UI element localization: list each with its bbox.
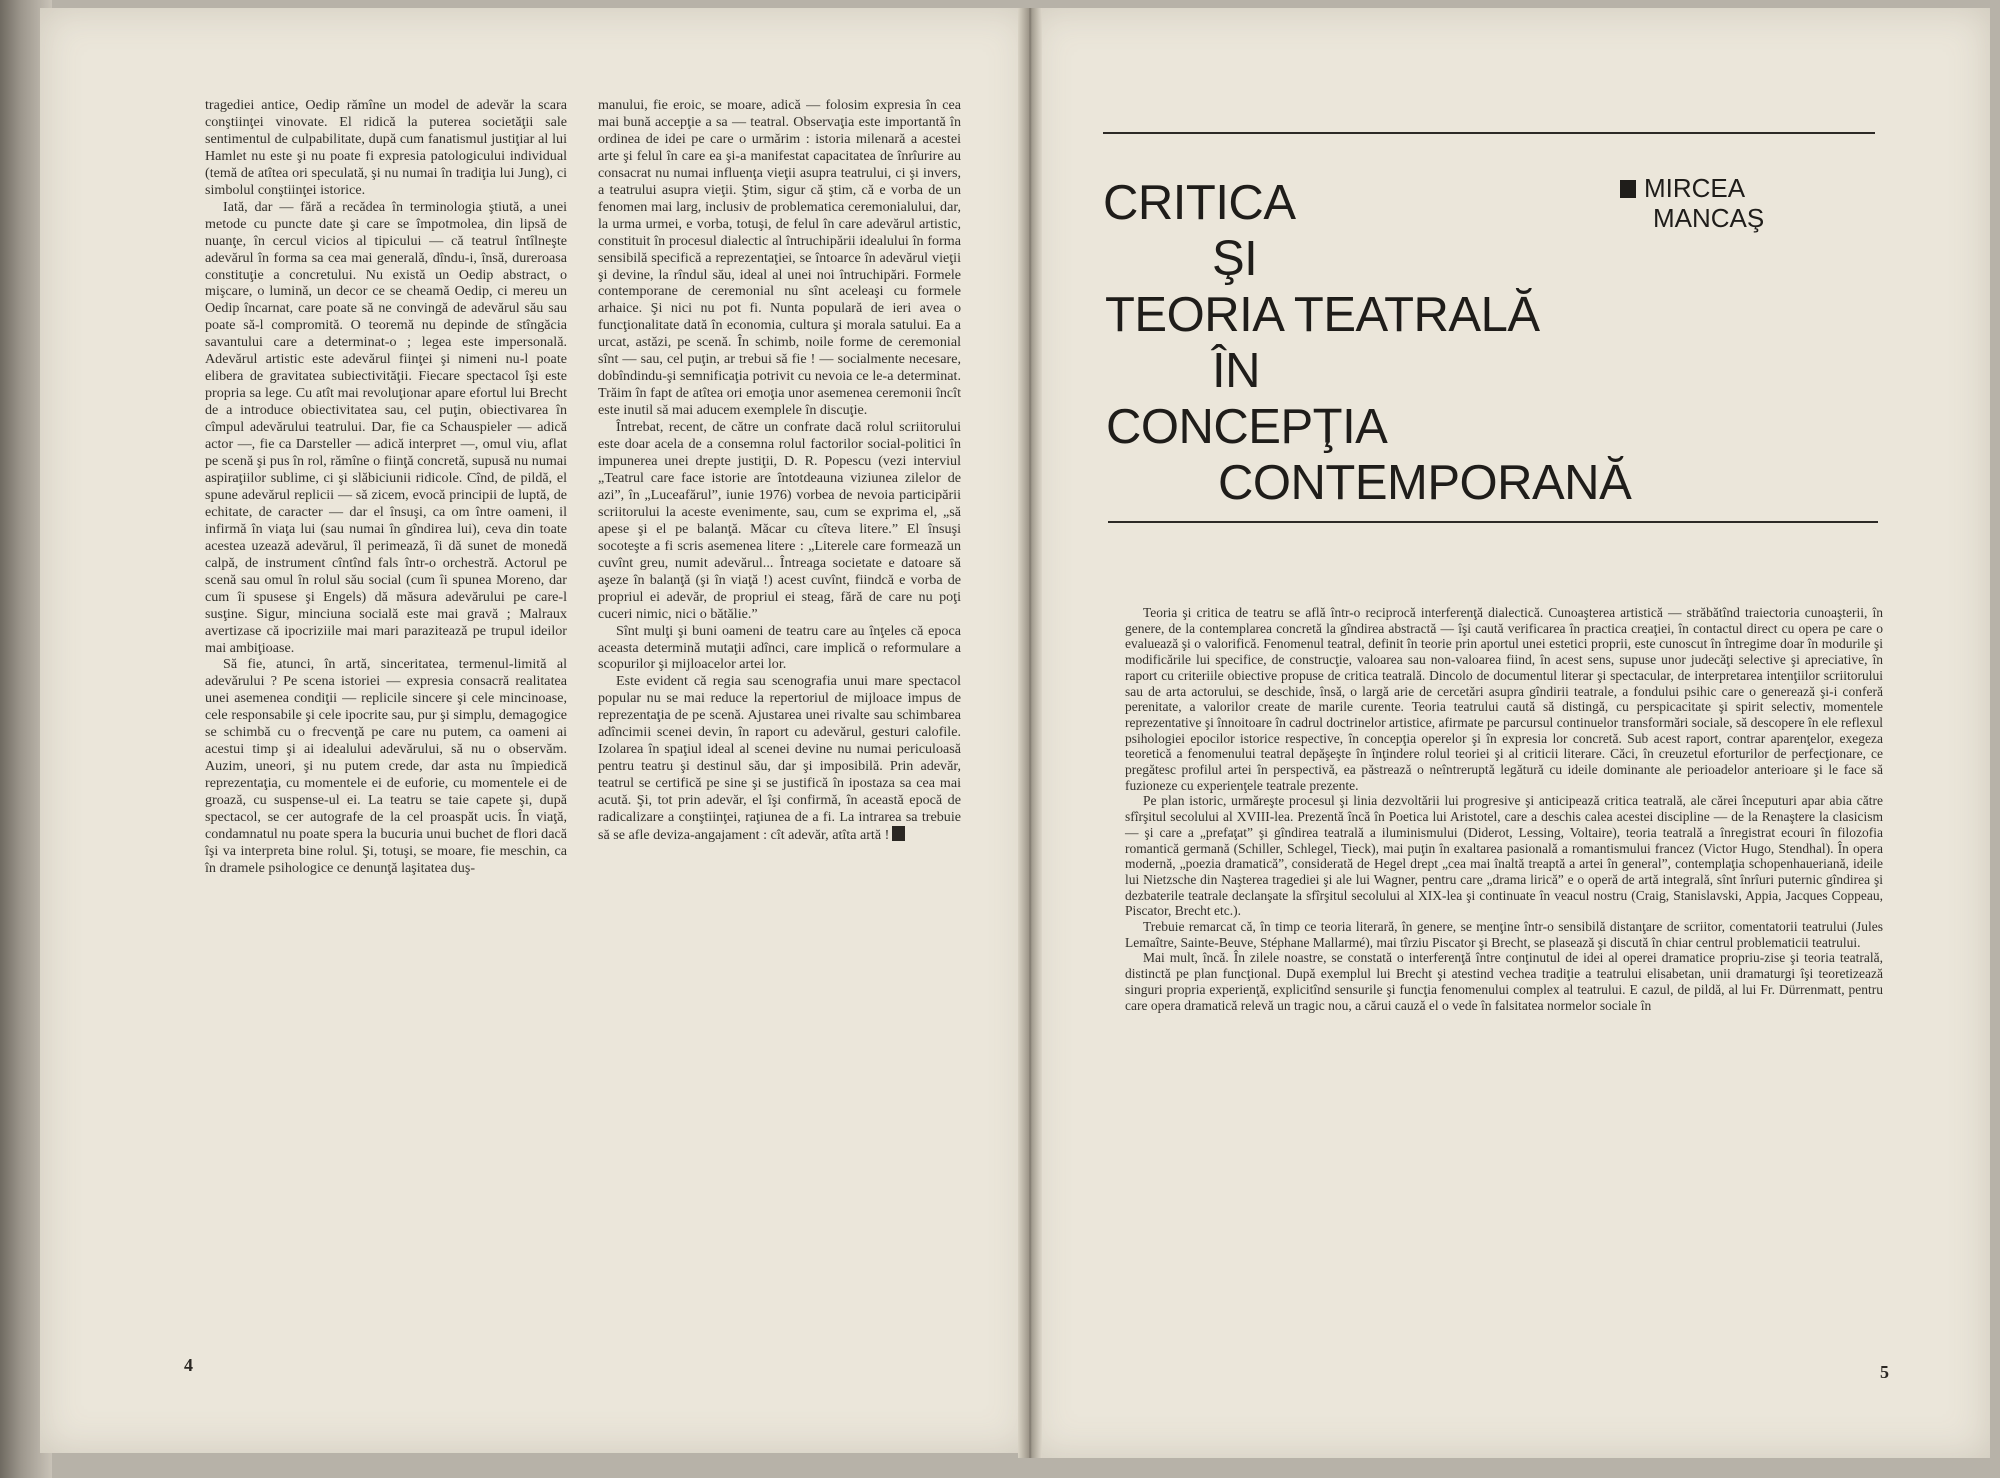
paragraph: Să fie, atunci, în artă, sinceritatea, termenul-limită al adevărului ? Pe scena istoriei — expresia consacră realitatea unei asemenea condiţii — replicile sincere şi cele mincinoase, cele responsabile şi cele ipocrite sau, pur şi simplu, demagogice se schimbă cu o frecvenţă pe care nu putem, ca oameni ai acestui timp şi ai idealului adevărului, să nu o observăm. Auzim, uneori, şi nu putem crede, dar asta nu împiedică reprezentaţia, cu momentele ei de euforie, cu momentele ei de groază, cu suspense-ul ei. La teatru se taie capete şi, după spectacol, se cer autografe de la cel proaspăt ucis. În viaţă, condamnatul nu poate spera la bucuria unui buchet de flori dacă îşi va interpreta bine rolul. Şi, totuşi, se moare, fie meschin, ca în dramele psihologice ce denunţă laşitatea duş- xyxy=(205,656,567,876)
title-top-rule xyxy=(1103,132,1875,134)
article-title xyxy=(1103,175,1663,511)
title-bottom-rule xyxy=(1108,521,1878,523)
title-line: ÎN xyxy=(1212,344,1260,398)
author-line xyxy=(1620,173,1764,203)
page-number-right: 5 xyxy=(1880,1362,1889,1382)
square-bullet-icon xyxy=(1620,180,1636,198)
author-first-name: MIRCEA xyxy=(1644,173,1746,203)
right-body-text xyxy=(1125,605,1883,1013)
author-name xyxy=(1620,173,1764,233)
paragraph: Trebuie remarcat că, în timp ce teoria literară, în genere, se menţine într-o sensibilă distanţare de scriitor, comentatorii teatrului (Jules Lemaître, Sainte-Beuve, Stéphane Mallarmé), mai tîrziu Piscator şi Brecht, se plasează şi discută în chiar centrul problematicii teatrului. xyxy=(1125,919,1883,950)
author-last-name: MANCAŞ xyxy=(1653,203,1765,233)
paragraph: Întrebat, recent, de către un confrate dacă rolul scriitorului este doar acela de a consemna rolul factorilor social-politici în impunerea unei drepte justiţii, D. R. Popescu (vezi interviul „Teatrul care face istorie are întotdeauna viziunea zilelor de azi”, în „Luceafărul”, iunie 1976) vorbea de nevoia participării scriitorului la aceste evenimente, sau, cum se exprima el, „să apese şi el pe balanţă. Măcar cu cîteva litere.” El însuşi socoteşte a fi scris asemenea litere : „Literele care formează un cuvînt greu, numit adevărul... Întreaga societate e datoare să aşeze în balanţă (şi în viaţă !) acest cuvînt, fiindcă e vorba de propriul ei adevăr, de propriul ei steag, fără de care nu poţi cuceri nimic, nici o bătălie.” xyxy=(598,419,961,622)
paragraph: Sînt mulţi şi buni oameni de teatru care au înţeles că epoca aceasta determină mutaţii adînci, care implică o reformulare a scopurilor şi mijloacelor artei lor. xyxy=(598,622,961,673)
end-mark-icon xyxy=(892,826,905,841)
title-line: CRITICA xyxy=(1103,176,1296,230)
paragraph: tragediei antice, Oedip rămîne un model de adevăr la scara conştiinţei vinovate. El ridică la puterea societăţii sale sentimentul de culpabilitate, după cum fanatismul justiţiar al lui Hamlet nu este şi nu poate fi expresia patologicului individual (temă de atîtea ori speculată, şi nu numai în tradiţia lui Jung), ci simbolul conştiinţei istorice. xyxy=(205,97,567,198)
title-line: CONCEPŢIA xyxy=(1106,400,1388,454)
title-line: TEORIA TEATRALĂ xyxy=(1105,288,1540,342)
page-number-left: 4 xyxy=(184,1355,193,1375)
paragraph-text: Este evident că regia sau scenografia unui mare spectacol popular nu se mai reduce la repertoriul de mijloace impus de reprezentaţia de pe scenă. Ajustarea unei rivalte sau schimbarea adîncimii scenei devin, în raport cu adevărul, gesturi calofile. Izolarea în spaţiul ideal al scenei devine nu numai periculoasă pentru teatru şi destinul său, dar şi imposibilă. Prin adevăr, teatrul se certifică pe sine şi se justifică în ipostaza sa cea mai acută. Şi, tot prin adevăr, el îşi confirmă, în această epocă de radicalizare a conştiinţei, raţiunea de a fi. La intrarea sa trebuie să se afle deviza-angajament : cît adevăr, atîta artă ! xyxy=(598,673,961,843)
left-column-1 xyxy=(205,97,567,877)
page-gutter xyxy=(1018,8,1042,1458)
paragraph: Mai mult, încă. În zilele noastre, se constată o interferenţă între conţinutul de idei al operei dramatice propriu-zise şi teoria teatrală, distinctă pe plan funcţional. După exemplul lui Brecht şi atestind vechea tradiţie a teatrului elisabetan, unii dramaturgi îşi teoretizează singuri propria experienţă, explicitînd sensurile şi funcţia fenomenului complex al teatrului. E cazul, de pildă, al lui Fr. Dürrenmatt, pentru care opera dramatică relevă un tragic nou, a cărui cauză el o vede în falsitatea normelor sociale în xyxy=(1125,950,1883,1013)
paragraph: Iată, dar — fără a recădea în terminologia ştiută, a unei metode cu puncte date şi care se împotmolea, din lipsă de nuanţe, în cercul vicios al tipicului — că teatrul întîlneşte adevărul în forma sa cea mai generală, dîndu-i, însă, dureroasa constituţie a concretului. Nu există un Oedip abstract, o mişcare, o lumină, un decor ce se cheamă Oedip, ci mereu un Oedip încarnat, care poate să ne convingă de adevărul său sau poate să-l compromită. O teoremă nu depinde de stîngăcia savantului care a determinat-o ; legea este impersonală. Adevărul artistic este adevărul fiinţei şi nimeni nu-l poate elibera de gravitatea subiectivităţii. Fiecare spectacol îşi este propria sa lege. Cu atît mai revoluţionar apare efortul lui Brecht de a introduce obiectivitatea sau, cel puţin, obiectivarea în cîmpul adevărului teatrului. Dar, fie ca Schauspieler — adică actor —, fie ca Darsteller — adică interpret —, omul viu, aflat pe scenă şi pus în rol, rămîne o fiinţă concretă, supusă nu numai aspiraţiilor sublime, ci şi slăbiciunii ridicole. Cînd, de pildă, el spune adevărul replicii — să zicem, evocă principii de luptă, de echitate, de caracter — dar el însuşi, ca om între oameni, il infirmă în viaţa lui (sau numai în gîndirea lui), ceva din toate acestea uzează adevărul, îl perimează, îi dă sunet de monedă calpă, de instrument cîntînd fals într-o orchestră. Actorul pe scenă sau omul în rolul său social (cum îi spunea Moreno, dar cum îi spusese şi Engels) dă măsura adevărului pe care-l susţine. Sigur, minciuna socială este mai gravă ; Malraux avertizase că ipocriziile mai mari parazitează pe trupul ideilor mai ambiţioase. xyxy=(205,198,567,656)
left-column-2 xyxy=(598,97,961,844)
paragraph: manului, fie eroic, se moare, adică — folosim expresia în cea mai bună accepţie a sa — teatral. Observaţia este importantă în ordinea de idei pe care o urmărim : istoria milenară a acestei arte şi felul în care ea şi-a manifestat capacitatea de înrîurire au consacrat nu numai influenţa vieţii asupra teatrului, ci şi invers, a teatrului asupra vieţii. Ştim, sigur că ştim, că e vorba de un fenomen mai larg, inclusiv de problematica ceremonialului, dar, la urma urmei, e vorba, totuşi, de felul în care adevărul artistic, constituit în procesul dialectic al întruchipării idealului în forma sensibilă specifică a reprezentaţiei, se întoarce în adevărul vieţii şi devine, la rîndul său, ideal al unei noi întruchipări. Formele contemporane de ceremonial nu sînt aceleaşi cu formele arhaice. Şi nici nu pot fi. Nunta populară de ieri avea o funcţionalitate dată în economia, cultura şi morala satului. Ea a urcat, astăzi, pe scenă. În schimb, noile forme de ceremonial sînt — sau, cel puţin, ar trebui să fie ! — socialmente necesare, dobîndindu-şi semnificaţia potrivit cu nevoia ce le-a determinat. Trăim în fapt de atîtea ori emoţia unor asemenea ceremonii încît este inutil să mai aducem exemplele în discuţie. xyxy=(598,97,961,419)
paragraph: Teoria şi critica de teatru se află într-o reciprocă interferenţă dialectică. Cunoaşterea artistică — străbătînd traiectoria cunoaşterii, în genere, de la contemplarea concretă la gîndirea abstractă — îşi caută verificarea în practica creaţiei, în contactul direct cu opera pe care o evaluează şi o valorifică. Fenomenul teatral, definit în teorie prin aportul unei estetici proprii, este cunoscut în întregime doar în modurile şi modificările lui specifice, de construcţie, valoarea sau non-valoarea fiind, în acest sens, supuse unor judecăţi selective şi apreciative, în raport cu criteriile obiective propuse de critica teatrală. Dincolo de documentul literar şi spectacular, de interpretarea intenţiilor scriitorului sau de arta actorului, se deschide, însă, o largă arie de cercetări asupra gîndirii teatrale, a fondului psihic care o generează şi-i conferă perenitate, a valorilor create de marile curente. Teoria teatrului caută să distingă, cu perspicacitate şi spirit selectiv, momentele reprezentative şi înnoitoare în cadrul doctrinelor artistice, afirmate pe parcursul continuelor transformări sociale, să descopere în ele reflexul psihologiei epocilor istorice respective, în concepţia operelor şi în expresia lor concretă. Sub acest raport, contrar aparenţelor, exegeza teoretică a fenomenului teatral depăşeşte în înţindere rolul teoriei şi al criticii literare. Căci, în creuzetul eforturilor de perfecţionare, ce pregătesc profilul artei în perspectivă, ea păstrează o neîntreruptă legătură cu ideile dominante ale perioadelor anterioare şi le face să fuzioneze cu experienţele teatrale prezente. xyxy=(1125,605,1883,793)
paragraph: Pe plan istoric, urmăreşte procesul şi linia dezvoltării lui progresive şi anticipează critica teatrală, ale cărei începuturi apar abia către sfîrşitul secolului al XVIII-lea. Prezentă încă în Poetica lui Aristotel, care a deschis calea acestei discipline — de la Renaştere la clasicism — şi care a „prefaţat” şi gîndirea teatrală a iluminismului (Diderot, Lessing, Voltaire), teoria teatrală a înregistrat ecouri în filozofia romantică germană (Schiller, Schlegel, Tieck), mai puţin în exaltarea pasională a romantismului francez (Victor Hugo, Stendhal). În opera modernă, „poezia dramatică”, considerată de Hegel drept „cea mai înaltă treaptă a artei în general”, contemplaţia schopenhaueriană, ideile lui Nietzsche din Naşterea tragediei şi ale lui Wagner, pentru care „drama lirică” e o operă de artă integrală, sînt înrîuri puternic gîndirea şi dezbaterile teatrale declanşate la sfîrşitul secolului al XIX-lea şi continuate în veacul nostru (Craig, Stanislavski, Appia, Jacques Coppeau, Piscator, Brecht etc.). xyxy=(1125,793,1883,919)
paragraph xyxy=(598,673,961,844)
title-line: CONTEMPORANĂ xyxy=(1218,456,1632,510)
title-line: ŞI xyxy=(1212,232,1258,286)
